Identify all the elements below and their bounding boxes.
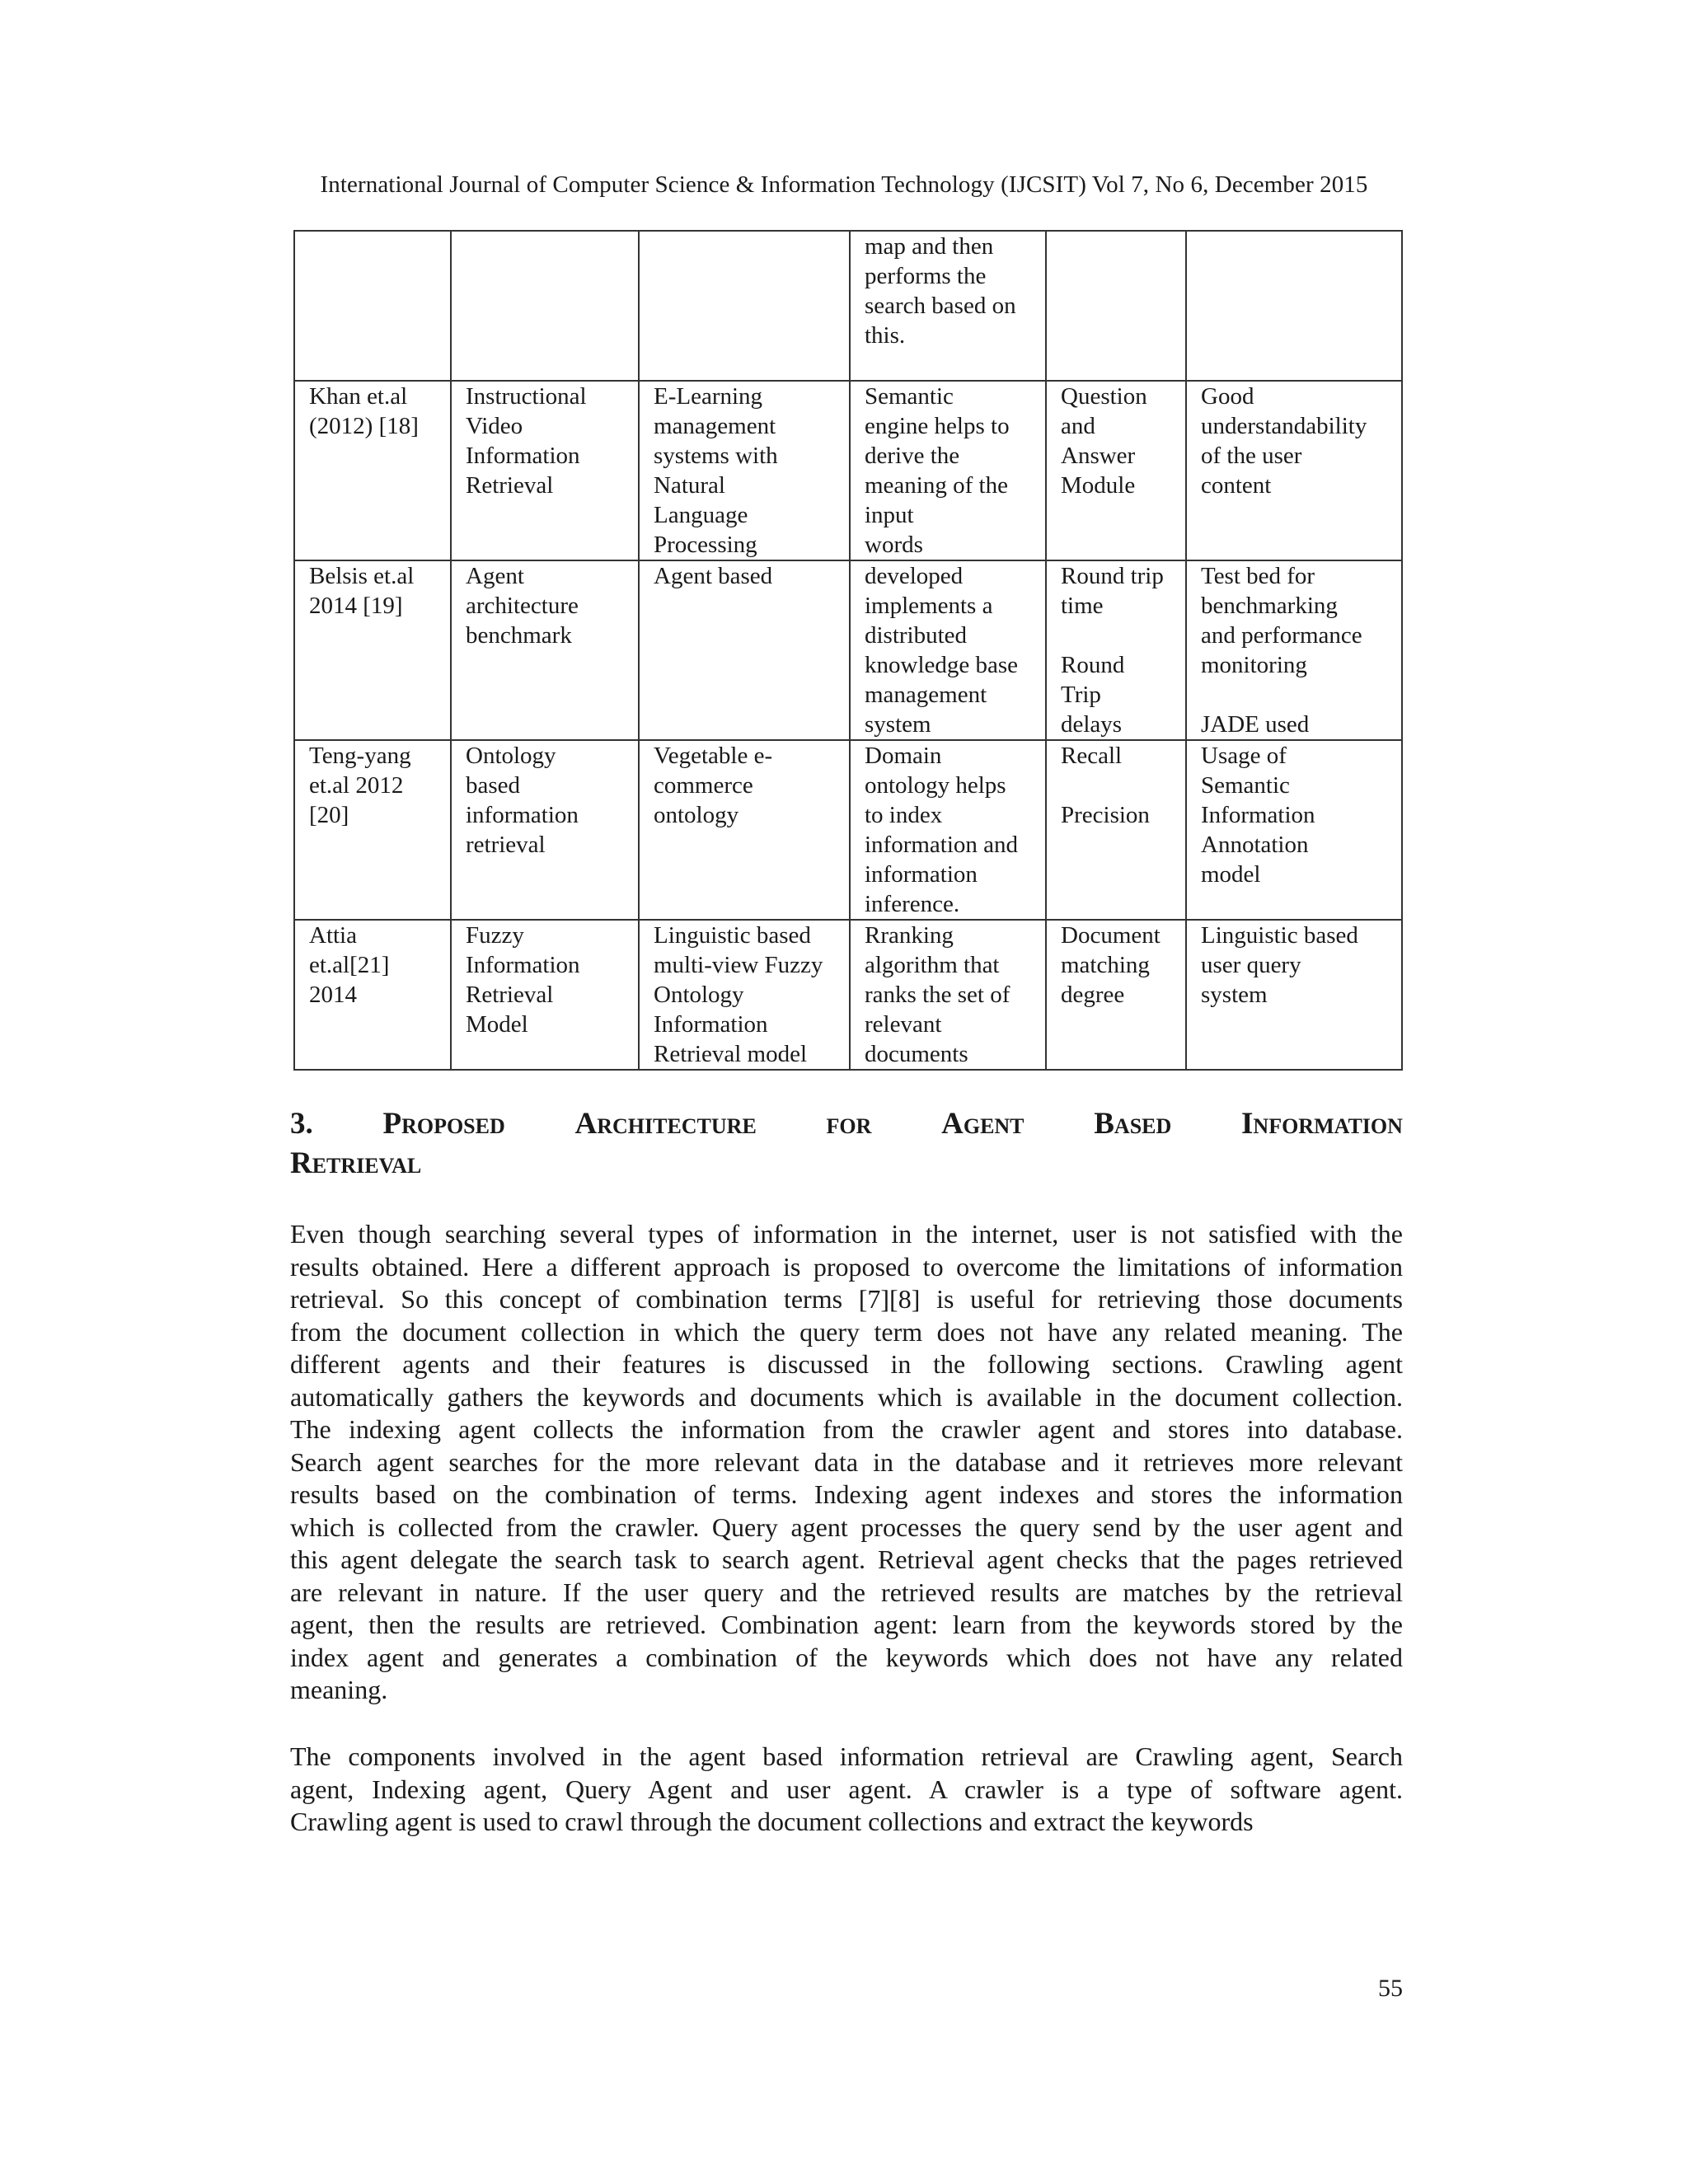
paragraph-line: Search agent searches for the more relevant data in the database and it retrieves more relevant [290, 1446, 1403, 1477]
paragraph-line: different agents and their features is discussed in the following sections. Crawling agent [290, 1349, 1403, 1379]
cell-line: system [865, 711, 931, 738]
table-cell-title [451, 381, 639, 560]
cell-line: 2014 [309, 982, 357, 1008]
cell-line: Linguistic based [1201, 922, 1358, 949]
table-cell-approach [850, 231, 1046, 381]
cell-line: Round [1061, 652, 1125, 678]
cell-line: Semantic [865, 383, 954, 410]
table-cell-title [451, 920, 639, 1070]
paragraph-line: Even though searching several types of information in the internet, user is not satisfied with the [290, 1219, 1403, 1249]
table-cell-domain [639, 920, 850, 1070]
cell-line: Information [466, 952, 580, 978]
cell-line: understandability [1201, 413, 1367, 439]
cell-line: meaning of the [865, 472, 1008, 499]
cell-line: management [865, 682, 987, 708]
paragraph-line: from the document collection in which the query term does not have any related meaning. The [290, 1316, 1403, 1347]
paragraph-1 [290, 1218, 1403, 1707]
cell-line: E-Learning [654, 383, 763, 410]
paragraph-line: retrieval. So this concept of combination terms [7][8] is useful for retrieving those documents [290, 1284, 1403, 1314]
section-title-word: for [826, 1107, 872, 1141]
table-cell-domain [639, 231, 850, 381]
cell-line: Good [1201, 383, 1254, 410]
cell-line: delays [1061, 711, 1123, 738]
cell-line: knowledge base [865, 652, 1019, 678]
cell-line: input [865, 502, 914, 528]
table-cell-approach [850, 560, 1046, 740]
cell-line: Agent [466, 563, 524, 589]
paragraph-line: results obtained. Here a different approach is proposed to overcome the limitations of information [290, 1251, 1403, 1282]
cell-line: Belsis et.al [309, 563, 415, 589]
paragraph-line: results based on the combination of terms. Indexing agent indexes and stores the information [290, 1479, 1403, 1509]
section-title-word: Information [1241, 1107, 1403, 1141]
cell-line: Instructional [466, 383, 587, 410]
table-cell-domain [639, 381, 850, 560]
table-cell-domain [639, 740, 850, 920]
cell-line: words [865, 532, 923, 558]
paragraph-line: meaning. [290, 1675, 388, 1704]
cell-line: map and then [865, 233, 994, 260]
cell-line: et.al 2012 [309, 772, 404, 799]
paragraph-line: Crawling agent is used to crawl through the document collections and extract the keywords [290, 1807, 1254, 1836]
cell-line: Precision [1061, 802, 1150, 828]
cell-line: 2014 [19] [309, 593, 403, 619]
cell-line: content [1201, 472, 1272, 499]
cell-line: Module [1061, 472, 1136, 499]
table-cell-author [294, 381, 451, 560]
cell-line: Video [466, 413, 523, 439]
cell-line: benchmarking [1201, 593, 1338, 619]
cell-line: ontology [654, 802, 739, 828]
cell-line: Document [1061, 922, 1160, 949]
cell-line: search based on [865, 293, 1016, 319]
cell-line: (2012) [18] [309, 413, 419, 439]
cell-line: Processing [654, 532, 757, 558]
cell-line: Ontology [654, 982, 744, 1008]
table-cell-approach [850, 740, 1046, 920]
cell-line [1061, 621, 1172, 650]
paragraph-line: The indexing agent collects the information from the crawler agent and stores into database. [290, 1414, 1403, 1444]
section-title-word: Architecture [574, 1107, 757, 1141]
table-row [294, 740, 1402, 920]
cell-line: user query [1201, 952, 1301, 978]
cell-line: commerce [654, 772, 753, 799]
cell-line: Trip [1061, 682, 1101, 708]
section-title-word: Proposed [382, 1107, 505, 1141]
cell-line: Recall [1061, 743, 1123, 769]
cell-line: inference. [865, 891, 960, 917]
table-cell-author [294, 231, 451, 381]
cell-line: Test bed for [1201, 563, 1315, 589]
cell-line: Information [654, 1011, 768, 1038]
cell-line: matching [1061, 952, 1150, 978]
cell-line: ontology helps [865, 772, 1006, 799]
cell-line: of the user [1201, 443, 1302, 469]
table-cell-approach [850, 920, 1046, 1070]
paragraph-line: this agent delegate the search task to search agent. Retrieval agent checks that the pages retrieved [290, 1544, 1403, 1574]
cell-line: et.al[21] [309, 952, 390, 978]
table-cell-metrics [1046, 381, 1186, 560]
cell-line: relevant [865, 1011, 942, 1038]
cell-line: ranks the set of [865, 982, 1010, 1008]
section-title-word: Based [1094, 1107, 1172, 1141]
cell-line: implements a [865, 593, 993, 619]
table-cell-author [294, 920, 451, 1070]
cell-line: Round trip [1061, 563, 1164, 589]
table-row [294, 560, 1402, 740]
cell-line: monitoring [1201, 652, 1307, 678]
cell-line: Usage of [1201, 743, 1287, 769]
paragraph-line: agent, Indexing agent, Query Agent and user agent. A crawler is a type of software agent. [290, 1774, 1403, 1804]
table-row [294, 231, 1402, 381]
cell-line: Information [466, 443, 580, 469]
cell-line: Model [466, 1011, 528, 1038]
section-title-word: Retrieval [290, 1146, 422, 1180]
cell-line: and [1061, 413, 1095, 439]
table-cell-remarks [1186, 231, 1402, 381]
table-cell-domain [639, 560, 850, 740]
table-cell-remarks [1186, 740, 1402, 920]
cell-line: Annotation [1201, 832, 1309, 858]
table-cell-remarks [1186, 381, 1402, 560]
cell-line: systems with [654, 443, 778, 469]
cell-line: information and [865, 832, 1019, 858]
cell-line: Natural [654, 472, 725, 499]
cell-line: benchmark [466, 622, 572, 649]
cell-line: Khan et.al [309, 383, 408, 410]
table-cell-author [294, 560, 451, 740]
cell-line: this. [865, 322, 906, 349]
cell-line: system [1201, 982, 1268, 1008]
cell-line: management [654, 413, 776, 439]
cell-line: Question [1061, 383, 1147, 410]
cell-line: Linguistic based [654, 922, 811, 949]
cell-line: engine helps to [865, 413, 1010, 439]
page-number: 55 [1378, 1975, 1403, 2002]
table-cell-metrics [1046, 740, 1186, 920]
cell-line: Rranking [865, 922, 954, 949]
table-cell-approach [850, 381, 1046, 560]
table-cell-metrics [1046, 920, 1186, 1070]
paragraph-line: are relevant in nature. If the user query and the retrieved results are matches by the retrieval [290, 1577, 1403, 1607]
cell-line: Teng-yang [309, 743, 411, 769]
cell-line: Retrieval [466, 982, 554, 1008]
cell-line: Ontology [466, 743, 556, 769]
table-row [294, 920, 1402, 1070]
table-cell-title [451, 740, 639, 920]
paragraph-2 [290, 1741, 1403, 1839]
cell-line: degree [1061, 982, 1125, 1008]
cell-line: Language [654, 502, 748, 528]
cell-line [1201, 680, 1388, 710]
cell-line: Semantic [1201, 772, 1290, 799]
cell-line: Agent based [654, 563, 773, 589]
cell-line: information [466, 802, 579, 828]
cell-line: information [865, 861, 978, 888]
cell-line: model [1201, 861, 1261, 888]
cell-line: Vegetable e- [654, 743, 773, 769]
cell-line: Domain [865, 743, 942, 769]
section-number: 3. [290, 1107, 313, 1141]
cell-line: distributed [865, 622, 968, 649]
paragraph-line: automatically gathers the keywords and documents which is available in the document collection. [290, 1381, 1403, 1412]
cell-line: time [1061, 593, 1104, 619]
cell-line: architecture [466, 593, 579, 619]
cell-line: Information [1201, 802, 1315, 828]
cell-line: to index [865, 802, 943, 828]
section-heading [290, 1104, 1403, 1183]
cell-line: based [466, 772, 521, 799]
table-cell-remarks [1186, 560, 1402, 740]
cell-line: multi-view Fuzzy [654, 952, 823, 978]
cell-line: Retrieval [466, 472, 554, 499]
cell-line: documents [865, 1041, 968, 1067]
table-cell-metrics [1046, 560, 1186, 740]
cell-line: Retrieval model [654, 1041, 808, 1067]
paragraph-line: agent, then the results are retrieved. Combination agent: learn from the keywords stored by the [290, 1610, 1403, 1639]
paragraph-line: The components involved in the agent based information retrieval are Crawling agent, Search [290, 1741, 1403, 1771]
table-cell-author [294, 740, 451, 920]
cell-line: Fuzzy [466, 922, 524, 949]
paragraph-line: which is collected from the crawler. Query agent processes the query send by the user agent and [290, 1511, 1403, 1542]
cell-line: Answer [1061, 443, 1136, 469]
table-cell-title [451, 231, 639, 381]
cell-line: JADE used [1201, 711, 1310, 738]
section-title-word: Agent [941, 1107, 1025, 1141]
cell-line: and performance [1201, 622, 1362, 649]
cell-line: derive the [865, 443, 960, 469]
paragraph-line: index agent and generates a combination of the keywords which does not have any related [290, 1642, 1403, 1672]
literature-table [293, 230, 1403, 1071]
cell-line: developed [865, 563, 964, 589]
cell-line: retrieval [466, 832, 546, 858]
table-row [294, 381, 1402, 560]
table-cell-remarks [1186, 920, 1402, 1070]
table-cell-title [451, 560, 639, 740]
cell-line: Attia [309, 922, 357, 949]
table-cell-metrics [1046, 231, 1186, 381]
journal-header: International Journal of Computer Science & Information Technology (IJCSIT) Vol 7, No 6, December 2015 [320, 171, 1368, 198]
cell-line: algorithm that [865, 952, 1000, 978]
cell-line: performs the [865, 263, 987, 289]
cell-line: [20] [309, 802, 349, 828]
cell-line [1061, 771, 1172, 800]
